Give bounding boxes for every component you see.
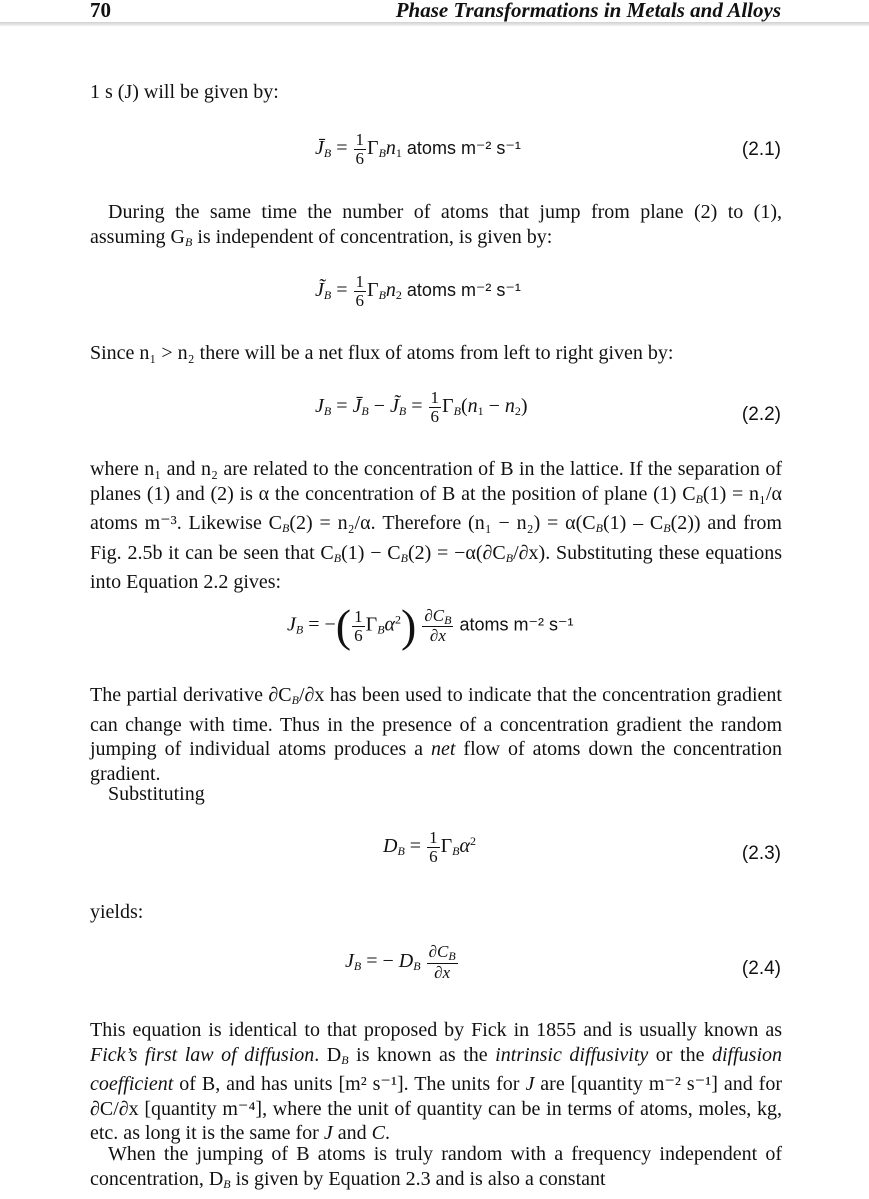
intro-line: 1 s (J) will be given by: [90,81,279,103]
page-header [0,0,869,26]
fraction-one-sixth: $\frac{1}{6}$ [355,130,365,168]
paragraph-since: Since n₁ > n₂ there will be a net flux of atoms from left to right given by: [90,342,674,364]
fraction-partial-derivative: $\frac{\partial C_B}{\partial x}$ [428,942,456,982]
fraction-one-sixth: $\frac{1}{6}$ [354,606,363,645]
equation-number-2-3: (2.3) [741,843,781,864]
fraction-partial-derivative: $\frac{\partial C_B}{\partial x}$ [424,605,452,646]
equation-flux-gradient: $J_B$ = −( $\frac{1}{6}$ $\Gamma_B\alpha^2$) $\frac{\partial C_B}{\partial x}$ atoms m⁻² s⁻¹ [287,600,574,651]
running-title: Phase Transformations in Metals and Alloys [395,0,781,22]
substituting-line: Substituting [108,783,205,805]
equation-number-2-1: (2.1) [741,139,781,160]
page-number: 70 [90,0,111,22]
paragraph-fick: This equation is identical to that proposed by Fick in 1855 and is usually known as Fick’s first law of diffusion. $D_B$ is known as the intrinsic diffusivity or the diffusion coefficient of B, and has units [m² s⁻¹]. The units for J are [quantity m⁻² s⁻¹] and for ∂C/∂x [quantity m⁻⁴], where the unit of quantity can be in terms of atoms, moles, kg, etc. as long it is the same for J and C. [90,1019,782,1145]
yields-line: yields: [90,901,144,923]
paragraph-same-time: During the same time the number of atoms that jump from plane (2) to (1), assuming $G_B$ is independent of concentration, is given by: [90,201,782,249]
equation-number-2-4: (2.4) [741,958,781,979]
equation-fick-first-law: $J_B$ = − $D_B$ $\frac{\partial C_B}{\partial x}$ [345,942,456,982]
header-rule [0,22,869,26]
paragraph-where: where n₁ and n₂ are related to the concentration of B in the lattice. If the separation of planes (1) and (2) is α the concentration of B at the position of plane (1) $C_B(1) = n_1/\alpha$ atoms m⁻³. Likewise $C_B(2) = n_2/\alpha$. Therefore $(n_1 - n_2) = \alpha(C_B(1) - C_B(2))$ and from Fig. 2.5b it can be seen that $C_B(1) - C_B(2) = -\alpha(\partial C_B/\partial x)$. Substituting these equations into Equation 2.2 gives: [90,458,783,594]
paragraph-last: When the jumping of B atoms is truly random with a frequency independent of concentration, $D_B$ is given by Equation 2.3 and is also a constant [90,1143,782,1191]
equation-forward-flux: $J̄_B$ = $\frac{1}{6}$ $\Gamma_Bn_1$ atoms m⁻² s⁻¹ [315,130,521,168]
fraction-one-sixth: $\frac{1}{6}$ [355,272,365,310]
equation-number-2-2: (2.2) [741,404,781,425]
fraction-one-sixth: $\frac{1}{6}$ [429,828,438,866]
equation-net-flux: $J_B$ = $J̄_B$ − $J̃_B$ = $\frac{1}{6}$ $\Gamma_B(n_1 - n_2)$ [315,388,528,426]
paragraph-partial: The partial derivative $\partial C_B/\partial x$ has been used to indicate that the concentration gradient can change with time. Thus in the presence of a concentration gradient the random jumping of individual atoms produces a net flow of atoms down the concentration gradient. [90,684,782,785]
equation-reverse-flux: $J̃_B$ = $\frac{1}{6}$ $\Gamma_Bn_2$ atoms m⁻² s⁻¹ [315,272,521,310]
fraction-one-sixth: $\frac{1}{6}$ [430,388,440,426]
equation-diffusivity: $D_B$ = $\frac{1}{6}$ $\Gamma_B\alpha^2$ [383,828,476,866]
